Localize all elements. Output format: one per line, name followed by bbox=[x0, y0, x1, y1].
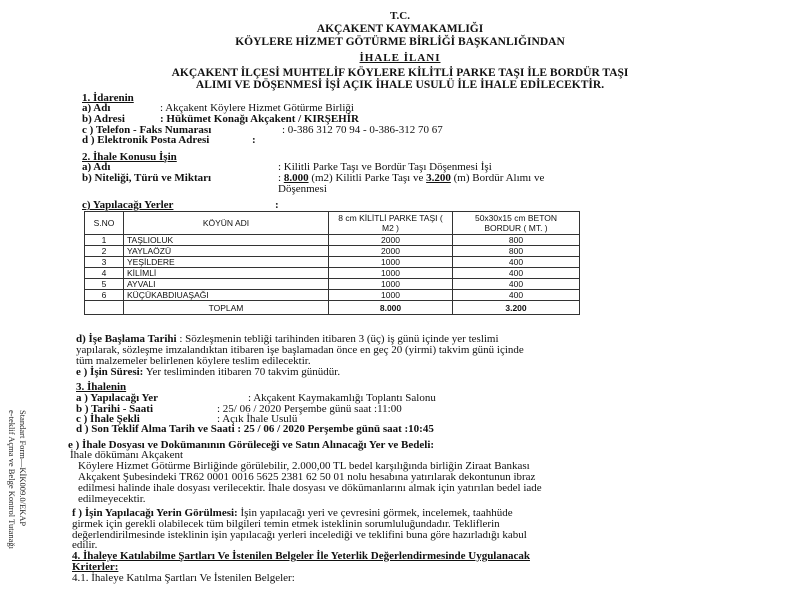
section-konu-heading: 2. İhale Konusu İşin bbox=[82, 151, 177, 163]
gorulmesi-text1: İşin yapılacağı yeri ve çevresini görmek, incelemek, taahhüde bbox=[240, 507, 513, 519]
baslama-line2: yapılarak, sözleşme imzalandıktan itibaren işe başlamadan önce en geç 20 (yirmi) takvim günü içinde bbox=[76, 344, 524, 356]
yer-heading: c) Yapılacağı Yerler bbox=[82, 199, 174, 211]
konu-b-end: (m) Bordür Alımı ve bbox=[453, 172, 545, 184]
cell-sno: 1 bbox=[85, 235, 124, 246]
ihale-b-label: b ) Tarihi - Saati bbox=[76, 403, 154, 415]
dosya-line3: Akçakent Şubesindeki TR62 0001 0016 5625 2381 62 50 01 nolu hesabına yatırılarak dekontunun ibraz bbox=[78, 471, 536, 483]
col-header-bordur: 50x30x15 cm BETON BORDUR ( MT. ) bbox=[453, 212, 580, 235]
cell-parke: 1000 bbox=[329, 279, 453, 290]
konu-b-qty-parke: 8.000 bbox=[283, 172, 309, 184]
cell-koy: KİLİMLİ bbox=[124, 268, 329, 279]
idare-c-value: : 0-386 312 70 94 - 0-386-312 70 67 bbox=[282, 124, 443, 136]
cell-empty bbox=[85, 301, 124, 315]
konu-b-line2: Döşenmesi bbox=[278, 183, 327, 195]
sartlar-line1: 4. İhaleye Katılabilme Şartları Ve İstenilen Belgeler İle Yeterlik Değerlendirmesinde Uygulanacak bbox=[72, 550, 530, 562]
ihale-d-text: d ) Son Teklif Alma Tarih ve Saati : 25 / 06 / 2020 Perşembe günü saat :10:45 bbox=[76, 423, 434, 435]
col-header-parke: 8 cm KİLİTLİ PARKE TAŞI ( M2 ) bbox=[329, 212, 453, 235]
cell-parke: 2000 bbox=[329, 235, 453, 246]
table-row bbox=[85, 290, 580, 301]
ihale-c-value: : Açık İhale Usulü bbox=[217, 413, 298, 425]
ihale-a-value: : Akçakent Kaymakamlığı Toplantı Salonu bbox=[248, 392, 436, 404]
gorulmesi-line3: değerlendirilmesinde isteklinin işin yapılacağı yerleri incelediği ve teklifini buna göre hazırladığı kabul bbox=[72, 529, 527, 541]
dosya-line4: edilmesi halinde ihale dosyası verilecektir. İhale dosyası ve dökümanlarını almak için yatırılan bedel iade bbox=[78, 482, 542, 494]
col-header-koy: KÖYÜN ADI bbox=[124, 212, 329, 235]
cell-total-label: TOPLAM bbox=[124, 301, 329, 315]
konu-b-label: b) Niteliği, Türü ve Miktarı bbox=[82, 172, 212, 184]
konu-a-value: : Kilitli Parke Taşı ve Bordür Taşı Döşenmesi İşi bbox=[278, 161, 492, 173]
section-ihale-heading: 3. İhalenin bbox=[76, 381, 127, 393]
cell-parke: 2000 bbox=[329, 246, 453, 257]
idare-a-label: a) Adı bbox=[82, 102, 111, 114]
margin-form-title: e-teklif Açma ve Belge Kontrol Tutanağı bbox=[7, 410, 17, 550]
col-header-sno: S.NO bbox=[85, 212, 124, 235]
baslama-label: d) İşe Başlama Tarihi bbox=[76, 333, 177, 345]
sartlar-line2: Kriterler: bbox=[72, 561, 119, 573]
idare-d-value: : bbox=[252, 134, 256, 146]
table-row bbox=[85, 246, 580, 257]
header-kaymakamlik: AKÇAKENT KAYMAKAMLIĞI bbox=[316, 23, 484, 35]
cell-parke: 1000 bbox=[329, 268, 453, 279]
notice-title: İHALE İLANI bbox=[359, 52, 441, 64]
cell-total-parke: 8.000 bbox=[329, 301, 453, 315]
cell-parke: 1000 bbox=[329, 257, 453, 268]
table-row bbox=[85, 279, 580, 290]
sartlar-line3: 4.1. İhaleye Katılma Şartları Ve İstenilen Belgeler: bbox=[72, 572, 295, 584]
konu-b-mid: (m2) Kilitli Parke Taşı ve bbox=[311, 172, 424, 184]
dosya-heading: e ) İhale Dosyası ve Dokümanının Görüleceği ve Satın Alınacağı Yer ve Bedeli: bbox=[68, 439, 435, 451]
dosya-line5: edilmeyecektir. bbox=[78, 493, 146, 505]
sure-label: e ) İşin Süresi: bbox=[76, 366, 144, 378]
baslama-line3: tüm malzemeler belirlenen köylere teslim edilecektir. bbox=[76, 355, 311, 367]
konu-b-colon: : bbox=[278, 172, 282, 184]
ihale-c-label: c ) İhale Şekli bbox=[76, 413, 140, 425]
konu-b-qty-bordur: 3.200 bbox=[426, 172, 451, 184]
dosya-line1: İhale dökümanı Akçakent bbox=[70, 449, 184, 461]
cell-sno: 3 bbox=[85, 257, 124, 268]
konu-a-label: a) Adı bbox=[82, 161, 111, 173]
cell-parke: 1000 bbox=[329, 290, 453, 301]
cell-bordur: 400 bbox=[453, 257, 580, 268]
table-row bbox=[85, 235, 580, 246]
cell-bordur: 400 bbox=[453, 290, 580, 301]
cell-bordur: 800 bbox=[453, 246, 580, 257]
cell-total-bordur: 3.200 bbox=[453, 301, 580, 315]
margin-form-label bbox=[6, 410, 28, 549]
cell-koy: YEŞİLDERE bbox=[124, 257, 329, 268]
yer-heading-colon: : bbox=[275, 199, 279, 211]
table-row bbox=[85, 268, 580, 279]
sure-line bbox=[76, 366, 340, 378]
sure-value: Yer tesliminden itibaren 70 takvim günüdür. bbox=[145, 366, 341, 378]
tender-title-line1: AKÇAKENT İLÇESİ MUHTELİF KÖYLERE KİLİTLİ PARKE TAŞI İLE BORDÜR TAŞI bbox=[171, 67, 629, 79]
idare-b-label: b) Adresi bbox=[82, 113, 125, 125]
cell-bordur: 800 bbox=[453, 235, 580, 246]
idare-a-value: : Akçakent Köylere Hizmet Götürme Birliği bbox=[160, 102, 354, 114]
table-total-row bbox=[85, 301, 580, 315]
table-header-row bbox=[85, 212, 580, 235]
gorulmesi-line2: girmek için gerekli olabilecek tüm bilgileri temin etmek isteklinin sorumluluğundadır. Tekliflerin bbox=[72, 518, 500, 530]
cell-sno: 4 bbox=[85, 268, 124, 279]
locations-table bbox=[84, 211, 580, 315]
gorulmesi-heading: f ) İşin Yapılacağı Yerin Görülmesi: bbox=[72, 507, 238, 519]
section-idare-heading: 1. İdarenin bbox=[82, 92, 134, 104]
ihale-b-value: : 25/ 06 / 2020 Perşembe günü saat :11:00 bbox=[217, 403, 402, 415]
idare-b-value: : Hükümet Konağı Akçakent / KIRŞEHİR bbox=[160, 113, 359, 125]
cell-koy: AYVALI bbox=[124, 279, 329, 290]
cell-koy: KÜÇÜKABDIUAŞAĞI bbox=[124, 290, 329, 301]
tender-title-line2: ALIMI VE DÖŞENMESİ İŞİ AÇIK İHALE USULÜ İLE İHALE EDİLECEKTİR. bbox=[195, 79, 605, 91]
cell-sno: 2 bbox=[85, 246, 124, 257]
header-tc: T.C. bbox=[390, 10, 410, 22]
cell-sno: 6 bbox=[85, 290, 124, 301]
cell-sno: 5 bbox=[85, 279, 124, 290]
cell-koy: YAYLAÖZÜ bbox=[124, 246, 329, 257]
margin-form-code: Standart Form—KİK009.0/EKAP bbox=[18, 410, 28, 527]
gorulmesi-line4: edilir. bbox=[72, 539, 98, 551]
header-birlik: KÖYLERE HİZMET GÖTÜRME BİRLİĞİ BAŞKANLIĞINDAN bbox=[235, 36, 565, 48]
cell-bordur: 400 bbox=[453, 279, 580, 290]
idare-d-label: d ) Elektronik Posta Adresi bbox=[82, 134, 210, 146]
dosya-line2: Köylere Hizmet Götürme Birliğinde görülebilir, 2.000,00 TL bedel karşılığında birliğin Ziraat Bankası bbox=[78, 460, 530, 472]
idare-c-label: c ) Telefon - Faks Numarası bbox=[82, 124, 212, 136]
baslama-text1: : Sözleşmenin tebliği tarihinden itibaren 3 (üç) iş günü içinde yer teslimi bbox=[179, 333, 499, 345]
ihale-a-label: a ) Yapılacağı Yer bbox=[76, 392, 158, 404]
cell-koy: TAŞLIOLUK bbox=[124, 235, 329, 246]
table-row bbox=[85, 257, 580, 268]
cell-bordur: 400 bbox=[453, 268, 580, 279]
